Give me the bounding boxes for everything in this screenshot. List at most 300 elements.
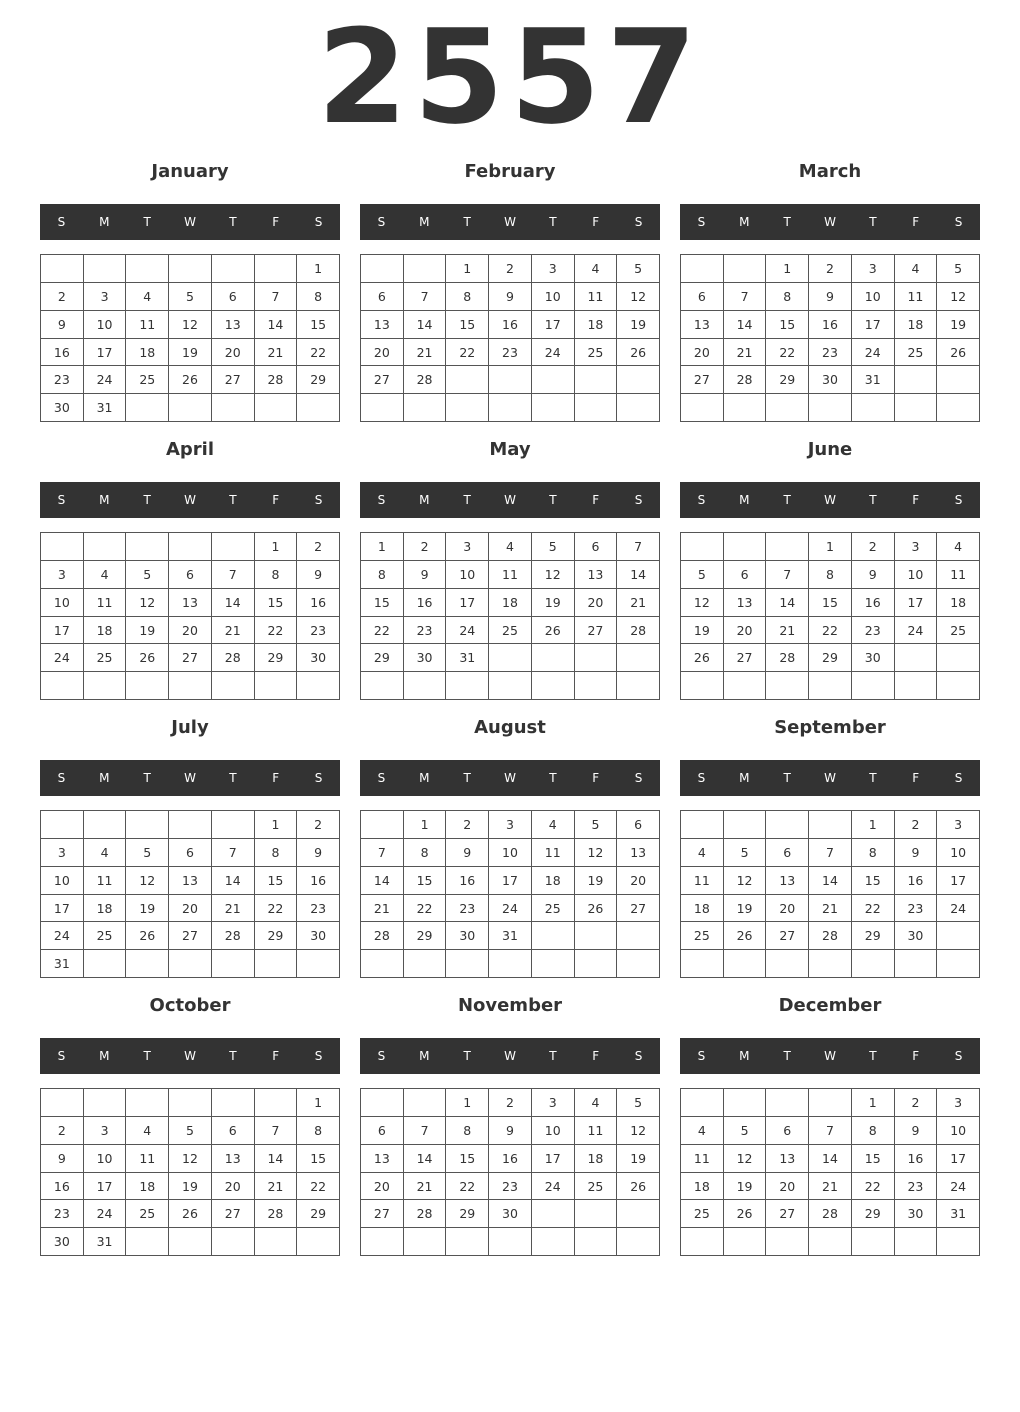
day-cell: 27 xyxy=(724,644,767,672)
month-may xyxy=(360,436,660,708)
day-cell xyxy=(126,950,169,978)
day-cell: 14 xyxy=(766,589,809,617)
day-cell: 27 xyxy=(361,1200,404,1228)
weekday-label: S xyxy=(697,771,706,785)
day-cell xyxy=(255,672,298,700)
day-cell: 30 xyxy=(297,644,340,672)
day-cell: 24 xyxy=(937,895,980,923)
day-cell: 15 xyxy=(297,311,340,339)
day-cell xyxy=(681,672,724,700)
day-cell: 24 xyxy=(446,617,489,645)
month-title: July xyxy=(171,717,209,738)
day-cell: 28 xyxy=(212,644,255,672)
day-cell: 25 xyxy=(126,1200,169,1228)
day-cell xyxy=(766,950,809,978)
day-cell xyxy=(84,950,127,978)
weekday-label: F xyxy=(912,1049,920,1063)
day-cell: 25 xyxy=(681,922,724,950)
day-cell: 3 xyxy=(895,533,938,561)
day-cell: 21 xyxy=(255,1173,298,1201)
month-august xyxy=(360,714,660,986)
day-cell: 28 xyxy=(809,1200,852,1228)
day-cell xyxy=(766,533,809,561)
day-cell: 24 xyxy=(489,895,532,923)
day-cell: 14 xyxy=(617,561,660,589)
day-cell xyxy=(126,1089,169,1117)
day-cell: 12 xyxy=(681,589,724,617)
day-cell: 27 xyxy=(766,1200,809,1228)
day-cell: 12 xyxy=(532,561,575,589)
day-cell: 28 xyxy=(724,366,767,394)
weekday-header xyxy=(40,482,340,518)
day-cell: 9 xyxy=(297,561,340,589)
day-cell: 20 xyxy=(169,895,212,923)
day-cell: 6 xyxy=(212,1117,255,1145)
weekday-label: S xyxy=(697,1049,706,1063)
day-cell: 19 xyxy=(575,867,618,895)
day-cell: 19 xyxy=(169,339,212,367)
day-cell: 22 xyxy=(852,895,895,923)
day-cell: 9 xyxy=(297,839,340,867)
day-cell: 17 xyxy=(41,617,84,645)
day-cell: 28 xyxy=(766,644,809,672)
day-cell: 2 xyxy=(297,811,340,839)
day-cell xyxy=(41,811,84,839)
weekday-label: T xyxy=(783,215,791,229)
day-cell: 22 xyxy=(297,339,340,367)
day-cell: 14 xyxy=(361,867,404,895)
day-cell: 2 xyxy=(446,811,489,839)
day-cell xyxy=(361,672,404,700)
weekday-label: S xyxy=(634,215,643,229)
day-cell xyxy=(532,672,575,700)
day-cell: 4 xyxy=(575,1089,618,1117)
day-cell: 23 xyxy=(446,895,489,923)
day-cell: 22 xyxy=(809,617,852,645)
day-cell: 6 xyxy=(361,1117,404,1145)
day-cell: 17 xyxy=(446,589,489,617)
day-cell xyxy=(809,811,852,839)
day-grid xyxy=(680,1088,980,1256)
weekday-label: T xyxy=(229,215,237,229)
day-cell: 7 xyxy=(617,533,660,561)
day-cell: 6 xyxy=(766,839,809,867)
day-cell xyxy=(126,1228,169,1256)
day-cell: 2 xyxy=(895,811,938,839)
day-cell xyxy=(297,950,340,978)
day-cell: 11 xyxy=(532,839,575,867)
day-cell: 28 xyxy=(404,366,447,394)
day-cell: 8 xyxy=(446,283,489,311)
day-cell: 19 xyxy=(724,895,767,923)
day-cell: 15 xyxy=(446,1145,489,1173)
day-cell xyxy=(361,1228,404,1256)
day-cell xyxy=(212,1228,255,1256)
day-cell: 12 xyxy=(724,867,767,895)
day-cell: 20 xyxy=(766,895,809,923)
day-cell: 24 xyxy=(852,339,895,367)
day-cell: 25 xyxy=(84,644,127,672)
day-cell: 3 xyxy=(41,839,84,867)
day-cell xyxy=(255,394,298,422)
day-cell: 7 xyxy=(766,561,809,589)
day-cell: 7 xyxy=(212,839,255,867)
day-cell: 21 xyxy=(361,895,404,923)
day-cell: 22 xyxy=(404,895,447,923)
day-cell xyxy=(532,950,575,978)
weekday-label: S xyxy=(57,1049,66,1063)
day-cell: 9 xyxy=(446,839,489,867)
weekday-label: M xyxy=(739,771,750,785)
day-cell: 17 xyxy=(937,867,980,895)
day-cell: 27 xyxy=(361,366,404,394)
day-cell xyxy=(297,672,340,700)
day-cell: 18 xyxy=(84,895,127,923)
day-cell: 24 xyxy=(84,366,127,394)
day-cell: 29 xyxy=(297,366,340,394)
day-cell xyxy=(489,1228,532,1256)
day-cell: 19 xyxy=(169,1173,212,1201)
day-cell: 10 xyxy=(895,561,938,589)
day-cell: 15 xyxy=(297,1145,340,1173)
weekday-label: T xyxy=(143,215,151,229)
day-cell: 6 xyxy=(361,283,404,311)
weekday-label: S xyxy=(314,771,323,785)
day-cell xyxy=(532,366,575,394)
day-cell: 28 xyxy=(404,1200,447,1228)
day-cell: 7 xyxy=(255,283,298,311)
day-cell: 11 xyxy=(489,561,532,589)
weekday-label: T xyxy=(229,1049,237,1063)
day-cell: 5 xyxy=(937,255,980,283)
day-cell: 4 xyxy=(895,255,938,283)
day-cell: 22 xyxy=(446,339,489,367)
day-cell xyxy=(126,255,169,283)
day-cell: 17 xyxy=(852,311,895,339)
weekday-label: W xyxy=(824,215,836,229)
day-cell xyxy=(895,644,938,672)
day-cell: 16 xyxy=(895,1145,938,1173)
day-cell xyxy=(617,950,660,978)
day-cell xyxy=(169,1228,212,1256)
day-cell: 26 xyxy=(169,366,212,394)
weekday-label: M xyxy=(99,771,110,785)
day-cell: 8 xyxy=(809,561,852,589)
weekday-label: F xyxy=(592,771,600,785)
day-cell: 7 xyxy=(255,1117,298,1145)
day-cell: 5 xyxy=(126,839,169,867)
day-cell xyxy=(404,1228,447,1256)
day-cell xyxy=(404,1089,447,1117)
day-cell xyxy=(532,644,575,672)
day-cell: 18 xyxy=(681,1173,724,1201)
day-cell: 9 xyxy=(809,283,852,311)
day-cell xyxy=(169,1089,212,1117)
day-cell xyxy=(575,394,618,422)
day-cell: 23 xyxy=(895,1173,938,1201)
day-cell: 28 xyxy=(212,922,255,950)
month-september xyxy=(680,714,980,986)
day-cell: 18 xyxy=(681,895,724,923)
month-title: June xyxy=(807,439,853,460)
month-title: May xyxy=(489,439,531,460)
weekday-label: W xyxy=(504,1049,516,1063)
day-cell: 5 xyxy=(681,561,724,589)
day-cell xyxy=(617,922,660,950)
weekday-label: T xyxy=(143,771,151,785)
day-cell xyxy=(84,1089,127,1117)
day-cell xyxy=(532,1200,575,1228)
day-cell: 21 xyxy=(404,1173,447,1201)
day-grid xyxy=(680,254,980,422)
day-cell: 27 xyxy=(169,922,212,950)
day-cell: 27 xyxy=(169,644,212,672)
day-cell xyxy=(724,950,767,978)
day-cell: 23 xyxy=(852,617,895,645)
day-cell: 29 xyxy=(404,922,447,950)
day-cell xyxy=(212,1089,255,1117)
day-cell xyxy=(766,1228,809,1256)
weekday-label: S xyxy=(634,771,643,785)
weekday-label: T xyxy=(869,771,877,785)
day-cell xyxy=(532,394,575,422)
weekday-label: S xyxy=(377,771,386,785)
weekday-label: S xyxy=(314,1049,323,1063)
day-cell: 16 xyxy=(489,311,532,339)
day-cell: 18 xyxy=(489,589,532,617)
day-cell: 24 xyxy=(895,617,938,645)
day-cell: 25 xyxy=(84,922,127,950)
day-cell: 27 xyxy=(766,922,809,950)
day-cell xyxy=(404,950,447,978)
day-cell xyxy=(937,672,980,700)
day-cell: 20 xyxy=(361,339,404,367)
day-cell: 10 xyxy=(532,283,575,311)
weekday-label: S xyxy=(954,493,963,507)
day-cell: 13 xyxy=(169,589,212,617)
weekday-label: T xyxy=(783,493,791,507)
weekday-label: W xyxy=(184,493,196,507)
day-cell: 14 xyxy=(212,867,255,895)
day-cell: 13 xyxy=(681,311,724,339)
day-cell: 10 xyxy=(937,839,980,867)
day-cell: 30 xyxy=(809,366,852,394)
day-cell: 21 xyxy=(809,1173,852,1201)
weekday-header xyxy=(40,204,340,240)
day-cell xyxy=(575,644,618,672)
day-cell xyxy=(212,255,255,283)
day-cell: 7 xyxy=(361,839,404,867)
day-cell: 9 xyxy=(895,1117,938,1145)
day-cell xyxy=(446,950,489,978)
weekday-label: F xyxy=(592,1049,600,1063)
day-cell: 4 xyxy=(937,533,980,561)
day-cell: 4 xyxy=(126,1117,169,1145)
day-cell xyxy=(446,366,489,394)
day-cell xyxy=(724,255,767,283)
day-cell: 20 xyxy=(617,867,660,895)
day-cell: 5 xyxy=(617,255,660,283)
weekday-label: W xyxy=(824,493,836,507)
day-cell: 21 xyxy=(766,617,809,645)
day-cell xyxy=(852,1228,895,1256)
day-cell: 6 xyxy=(169,561,212,589)
day-cell: 23 xyxy=(41,1200,84,1228)
day-cell: 27 xyxy=(212,1200,255,1228)
day-cell: 15 xyxy=(446,311,489,339)
day-cell: 9 xyxy=(41,1145,84,1173)
weekday-label: T xyxy=(229,771,237,785)
day-cell: 6 xyxy=(766,1117,809,1145)
day-cell: 29 xyxy=(852,922,895,950)
day-cell: 19 xyxy=(126,617,169,645)
day-cell: 2 xyxy=(297,533,340,561)
day-grid xyxy=(40,1088,340,1256)
day-cell: 21 xyxy=(255,339,298,367)
day-cell: 25 xyxy=(489,617,532,645)
day-cell xyxy=(297,394,340,422)
weekday-label: S xyxy=(377,215,386,229)
day-cell xyxy=(724,1228,767,1256)
day-cell: 3 xyxy=(41,561,84,589)
day-cell: 3 xyxy=(852,255,895,283)
weekday-label: M xyxy=(739,1049,750,1063)
day-cell: 4 xyxy=(575,255,618,283)
day-cell: 4 xyxy=(681,839,724,867)
day-cell: 23 xyxy=(404,617,447,645)
day-cell: 6 xyxy=(724,561,767,589)
day-cell: 14 xyxy=(724,311,767,339)
weekday-label: M xyxy=(99,493,110,507)
weekday-label: T xyxy=(549,215,557,229)
day-cell xyxy=(361,255,404,283)
weekday-label: W xyxy=(184,771,196,785)
weekday-label: T xyxy=(783,1049,791,1063)
day-cell xyxy=(84,255,127,283)
day-cell: 28 xyxy=(255,1200,298,1228)
day-cell: 18 xyxy=(575,1145,618,1173)
day-cell xyxy=(724,533,767,561)
day-cell xyxy=(617,394,660,422)
day-cell: 1 xyxy=(852,1089,895,1117)
day-cell: 5 xyxy=(575,811,618,839)
day-cell xyxy=(255,255,298,283)
day-cell: 3 xyxy=(446,533,489,561)
day-cell xyxy=(809,1228,852,1256)
day-cell: 26 xyxy=(617,1173,660,1201)
day-cell xyxy=(766,1089,809,1117)
day-cell xyxy=(41,255,84,283)
day-cell: 28 xyxy=(361,922,404,950)
day-cell: 18 xyxy=(126,339,169,367)
weekday-label: M xyxy=(99,215,110,229)
weekday-label: T xyxy=(463,493,471,507)
day-cell: 21 xyxy=(617,589,660,617)
day-cell: 31 xyxy=(84,394,127,422)
day-cell xyxy=(575,950,618,978)
month-july xyxy=(40,714,340,986)
day-cell: 5 xyxy=(724,1117,767,1145)
weekday-label: S xyxy=(954,215,963,229)
day-cell: 30 xyxy=(297,922,340,950)
day-cell: 26 xyxy=(532,617,575,645)
day-cell: 21 xyxy=(724,339,767,367)
day-cell: 1 xyxy=(766,255,809,283)
day-cell xyxy=(404,394,447,422)
day-cell: 8 xyxy=(297,283,340,311)
month-title: August xyxy=(474,717,546,738)
day-cell: 13 xyxy=(617,839,660,867)
day-cell: 16 xyxy=(297,589,340,617)
weekday-label: F xyxy=(912,493,920,507)
day-cell xyxy=(169,811,212,839)
day-cell: 4 xyxy=(532,811,575,839)
weekday-label: S xyxy=(57,493,66,507)
day-cell: 8 xyxy=(255,839,298,867)
day-cell: 20 xyxy=(212,1173,255,1201)
weekday-header xyxy=(360,760,660,796)
day-cell: 18 xyxy=(575,311,618,339)
day-cell: 2 xyxy=(809,255,852,283)
day-cell: 30 xyxy=(895,922,938,950)
day-cell xyxy=(681,394,724,422)
day-cell: 26 xyxy=(724,1200,767,1228)
day-cell xyxy=(489,394,532,422)
day-cell xyxy=(852,950,895,978)
day-cell: 7 xyxy=(809,839,852,867)
day-cell: 14 xyxy=(809,1145,852,1173)
weekday-label: M xyxy=(419,771,430,785)
day-cell xyxy=(937,950,980,978)
day-cell: 4 xyxy=(681,1117,724,1145)
day-cell: 10 xyxy=(937,1117,980,1145)
day-cell: 10 xyxy=(41,589,84,617)
day-cell: 22 xyxy=(255,895,298,923)
day-cell xyxy=(255,950,298,978)
day-cell: 8 xyxy=(404,839,447,867)
weekday-label: T xyxy=(463,771,471,785)
day-cell: 15 xyxy=(404,867,447,895)
day-cell: 16 xyxy=(297,867,340,895)
day-cell: 20 xyxy=(575,589,618,617)
day-cell: 5 xyxy=(532,533,575,561)
day-cell xyxy=(212,533,255,561)
day-cell: 2 xyxy=(489,255,532,283)
day-cell xyxy=(575,1200,618,1228)
day-cell: 13 xyxy=(212,311,255,339)
day-cell xyxy=(724,394,767,422)
day-cell: 19 xyxy=(937,311,980,339)
day-cell xyxy=(489,672,532,700)
day-cell: 22 xyxy=(361,617,404,645)
day-cell xyxy=(41,1089,84,1117)
day-cell: 2 xyxy=(895,1089,938,1117)
day-cell: 5 xyxy=(724,839,767,867)
day-cell: 1 xyxy=(297,1089,340,1117)
day-cell xyxy=(809,950,852,978)
weekday-label: T xyxy=(869,1049,877,1063)
day-cell: 2 xyxy=(404,533,447,561)
day-cell xyxy=(126,533,169,561)
day-cell: 21 xyxy=(404,339,447,367)
month-february xyxy=(360,158,660,430)
day-cell: 5 xyxy=(617,1089,660,1117)
day-cell xyxy=(937,644,980,672)
day-cell xyxy=(852,394,895,422)
day-cell: 16 xyxy=(895,867,938,895)
day-cell: 3 xyxy=(84,1117,127,1145)
day-cell xyxy=(852,672,895,700)
